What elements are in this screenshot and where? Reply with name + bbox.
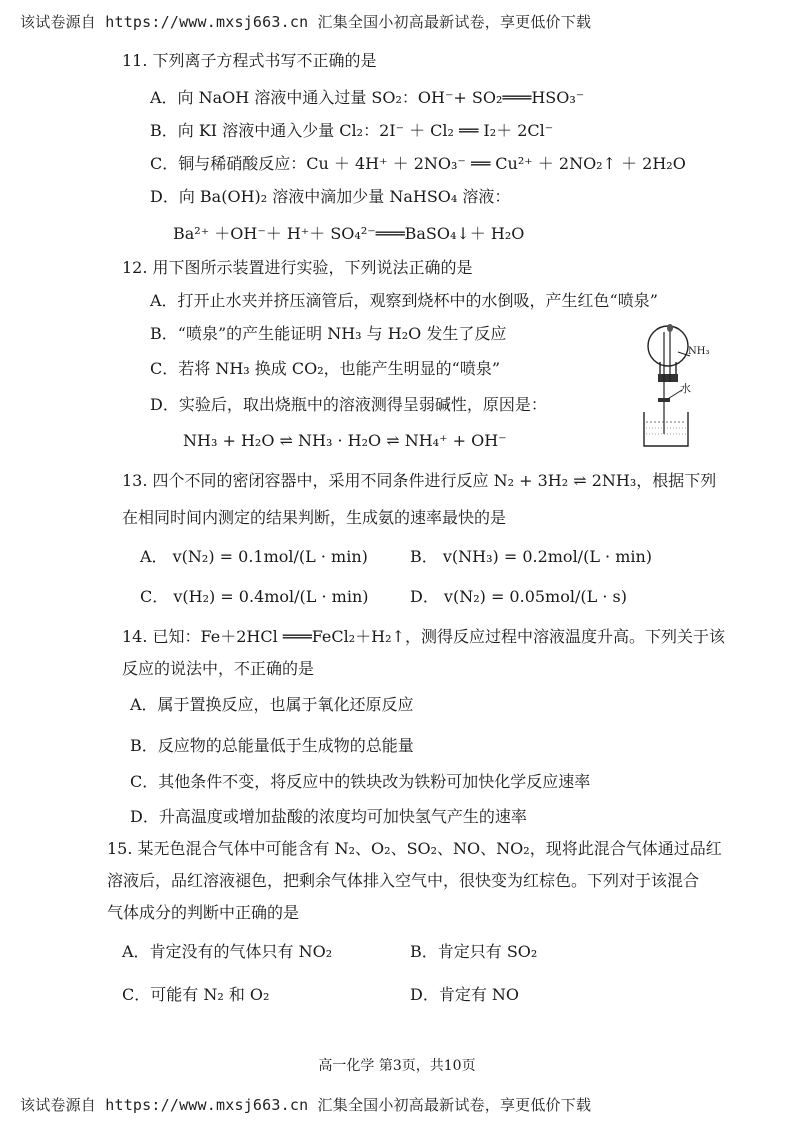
q15-stem: 15. 某无色混合气体中可能含有 N₂、O₂、SO₂、NO、NO₂，现将此混合气体通过品红 — [107, 839, 722, 858]
q12-option-a: A．打开止水夹并挤压滴管后，观察到烧杯中的水倒吸，产生红色“喷泉” — [150, 291, 658, 310]
q11-option-b: B．向 KI 溶液中通入少量 Cl₂：2I⁻ ＋ Cl₂ ══ I₂＋ 2Cl⁻ — [150, 121, 554, 140]
q11-option-c: C．铜与稀硝酸反应：Cu ＋ 4H⁺ ＋ 2NO₃⁻ ══ Cu²⁺ ＋ 2NO₂↑ ＋ 2H₂O — [150, 154, 686, 173]
q14-stem: 14. 已知：Fe＋2HCl ═══FeCl₂＋H₂↑，测得反应过程中溶液温度升高。下列关于该 — [122, 627, 725, 646]
q12-option-b: B．“喷泉”的产生能证明 NH₃ 与 H₂O 发生了反应 — [150, 324, 507, 343]
q13-stem-continued: 在相同时间内测定的结果判断，生成氨的速率最快的是 — [122, 508, 507, 527]
q12-option-d: D．实验后，取出烧瓶中的溶液测得呈弱碱性，原因是： — [150, 395, 547, 414]
q14-option-d: D．升高温度或增加盐酸的浓度均可加快氢气产生的速率 — [130, 807, 527, 826]
q12-option-c: C．若将 NH₃ 换成 CO₂，也能产生明显的“喷泉” — [150, 359, 501, 378]
q13-stem: 13. 四个不同的密闭容器中，采用不同条件进行反应 N₂ + 3H₂ ⇌ 2NH₃，根据下列 — [122, 471, 717, 490]
q11-option-a: A．向 NaOH 溶液中通入过量 SO₂：OH⁻+ SO₂═══HSO₃⁻ — [150, 88, 585, 107]
q14-option-a: A．属于置换反应，也属于氧化还原反应 — [130, 695, 414, 714]
q11-option-d: D．向 Ba(OH)₂ 溶液中滴加少量 NaHSO₄ 溶液： — [150, 187, 511, 206]
label-water: 水 — [680, 382, 691, 395]
q13-option-d: D． v(N₂) = 0.05mol/(L · s) — [410, 587, 627, 606]
watermark-bottom: 该试卷源自 https://www.mxsj663.cn 汇集全国小初高最新试卷，享更低价下载 — [20, 1096, 592, 1114]
page-footer: 高一化学 第3页，共10页 — [318, 1058, 476, 1074]
q11-option-d-equation: Ba²⁺ ＋OH⁻＋ H⁺＋ SO₄²⁻═══BaSO₄↓＋ H₂O — [173, 224, 525, 243]
q12-stem: 12. 用下图所示装置进行实验，下列说法正确的是 — [122, 258, 473, 277]
q15-stem-continued-2: 气体成分的判断中正确的是 — [107, 903, 300, 922]
q15-option-b: B．肯定只有 SO₂ — [410, 942, 538, 961]
q13-option-c: C． v(H₂) = 0.4mol/(L · min) — [140, 587, 369, 606]
fountain-apparatus-figure — [630, 322, 720, 452]
q14-option-c: C．其他条件不变，将反应中的铁块改为铁粉可加快化学反应速率 — [130, 772, 591, 791]
q13-option-b: B． v(NH₃) = 0.2mol/(L · min) — [410, 547, 653, 566]
watermark-top: 该试卷源自 https://www.mxsj663.cn 汇集全国小初高最新试卷，享更低价下载 — [20, 13, 592, 31]
q15-stem-continued: 溶液后，品红溶液褪色，把剩余气体排入空气中，很快变为红棕色。下列对于该混合 — [107, 871, 700, 890]
q14-stem-continued: 反应的说法中，不正确的是 — [122, 659, 315, 678]
q11-stem: 11. 下列离子方程式书写不正确的是 — [122, 51, 377, 70]
q12-option-d-equation: NH₃ + H₂O ⇌ NH₃ · H₂O ⇌ NH₄⁺ + OH⁻ — [183, 431, 507, 450]
stopper — [658, 374, 678, 382]
label-nh3: NH₃ — [688, 346, 710, 357]
q15-option-a: A．肯定没有的气体只有 NO₂ — [122, 942, 333, 961]
q14-option-b: B．反应物的总能量低于生成物的总能量 — [130, 736, 414, 755]
q13-option-a: A． v(N₂) = 0.1mol/(L · min) — [140, 547, 368, 566]
round-bottom-flask — [648, 326, 688, 366]
q15-option-d: D．肯定有 NO — [410, 985, 520, 1004]
beaker — [644, 412, 688, 446]
q15-option-c: C．可能有 N₂ 和 O₂ — [122, 985, 270, 1004]
